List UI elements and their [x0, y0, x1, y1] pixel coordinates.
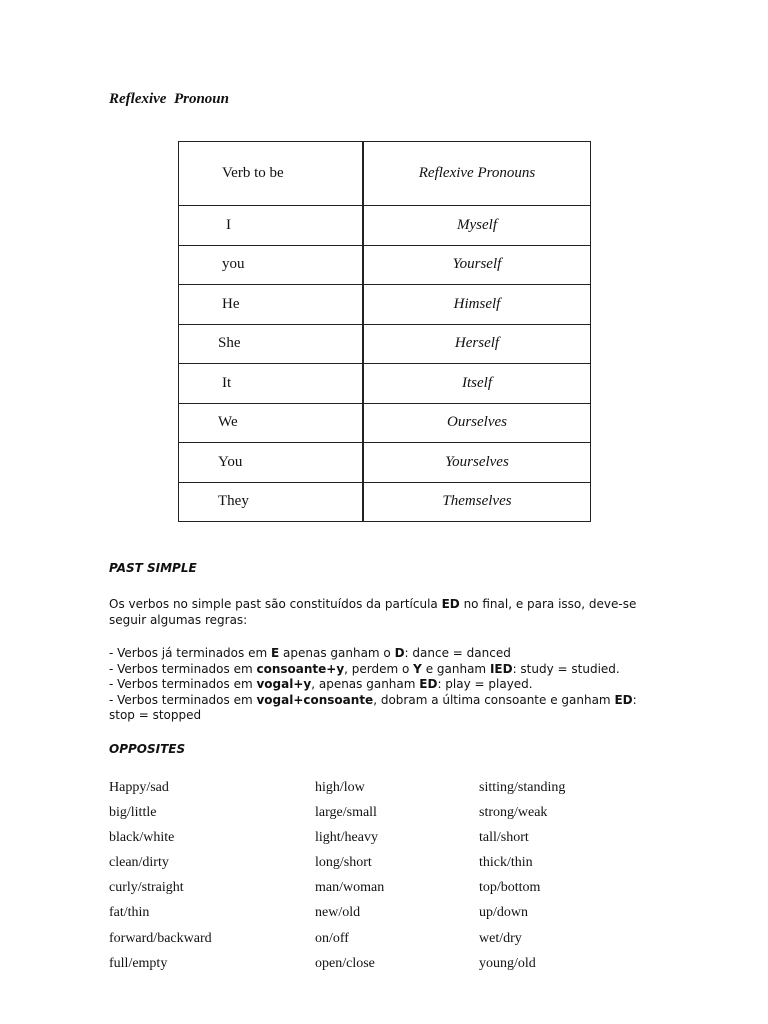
rule-text: : dance = danced [404, 646, 511, 660]
opposite-pair: clean/dirty [109, 855, 169, 871]
rule-item [109, 693, 657, 724]
pronoun-subject: They [218, 493, 249, 510]
opposite-pair: sitting/standing [479, 780, 566, 795]
opposites-column-3 [479, 778, 565, 979]
opposites-column-2 [315, 778, 384, 979]
rule-text: - Verbos já terminados em [109, 646, 271, 660]
pronoun-cell [179, 206, 364, 246]
rule-bold: consoante+y [256, 661, 345, 676]
opposite-pair: thick/thin [479, 855, 533, 871]
opposite-pair: long/short [315, 855, 372, 871]
rule-bold: vogal+y [256, 677, 312, 691]
opposite-pair: Happy/sad [109, 780, 169, 795]
table-row [179, 443, 591, 483]
opposite-pair: wet/dry [479, 930, 522, 946]
pronoun-cell [179, 285, 364, 325]
pronoun-subject: She [218, 335, 241, 352]
table-row [179, 206, 591, 246]
reflexive-cell [363, 403, 591, 443]
pronoun-reflexive: Yourselves [445, 453, 509, 470]
intro-text-start: Os verbos no simple past são constituídos da partícula [109, 597, 442, 611]
header-cell-verb [179, 142, 364, 206]
opposites-column-1 [109, 778, 212, 979]
reflexive-cell [363, 364, 591, 404]
opposite-pair: top/bottom [479, 880, 541, 896]
table-header-row [179, 142, 591, 206]
rule-text: e ganham [421, 661, 490, 676]
rule-bold: D [394, 646, 405, 660]
reflexive-cell [363, 206, 591, 246]
pronoun-cell [179, 245, 364, 285]
opposite-pair: young/old [479, 955, 536, 971]
pronoun-cell [179, 324, 364, 364]
rule-text: - Verbos terminados em [109, 661, 257, 676]
rule-text: : study = studied. [512, 661, 620, 676]
pronoun-reflexive: Herself [454, 335, 500, 352]
rule-text: , perdem o [344, 661, 414, 676]
table-row [179, 285, 591, 325]
reflexive-pronoun-title: Reflexive Pronoun [109, 91, 229, 107]
pronoun-cell [179, 443, 364, 483]
opposite-pair: black/white [109, 830, 175, 846]
pronoun-reflexive: Myself [457, 216, 497, 233]
pronoun-cell [179, 364, 364, 404]
header-reflexive-pronouns: Reflexive Pronouns [418, 165, 536, 181]
reflexive-cell [363, 245, 591, 285]
reflexive-cell [363, 324, 591, 364]
pronoun-subject: He [222, 295, 240, 312]
opposite-pair: light/heavy [315, 830, 378, 846]
reflexive-cell [363, 443, 591, 483]
rule-bold: IED [489, 661, 513, 676]
opposite-pair: up/down [479, 905, 528, 921]
table-row [179, 403, 591, 443]
opposite-pair: fat/thin [109, 905, 150, 921]
rule-bold: ED [614, 692, 633, 707]
reflexive-pronoun-table [178, 141, 591, 522]
rule-bold: ED [419, 677, 438, 691]
opposite-pair: full/empty [109, 955, 168, 971]
opposite-pair: new/old [315, 905, 361, 921]
rule-text: , apenas ganham [311, 677, 420, 691]
pronoun-subject: It [222, 374, 232, 391]
rule-text: - Verbos terminados em [109, 692, 257, 707]
rule-text: : stop = stopped [109, 692, 637, 722]
pronoun-reflexive: Yourself [452, 256, 502, 273]
pronoun-reflexive: Himself [453, 295, 501, 312]
reflexive-cell [363, 285, 591, 325]
opposite-pair: large/small [315, 805, 377, 821]
rule-bold: vogal+consoante [256, 692, 374, 707]
header-verb-to-be: Verb to be [222, 165, 284, 181]
pronoun-reflexive: Ourselves [447, 414, 507, 431]
opposite-pair: man/woman [315, 880, 385, 896]
rule-bold: E [270, 646, 280, 660]
intro-text-end: no final, e para isso, deve-se seguir algumas regras: [109, 597, 637, 627]
pronoun-subject: you [222, 256, 245, 273]
table-row [179, 482, 591, 522]
pronoun-cell [179, 403, 364, 443]
reflexive-cell [363, 482, 591, 522]
pronoun-subject: I [226, 216, 231, 233]
rule-item [109, 677, 657, 693]
header-cell-reflexive [363, 142, 591, 206]
opposite-pair: high/low [315, 780, 365, 795]
opposite-pair: open/close [315, 955, 375, 971]
rule-text: apenas ganham o [279, 646, 395, 660]
pronoun-cell [179, 482, 364, 522]
opposite-pair: curly/straight [109, 880, 184, 896]
opposite-pair: strong/weak [479, 805, 548, 821]
pronoun-reflexive: Themselves [442, 493, 512, 510]
intro-bold-ed: ED [441, 597, 460, 611]
rule-bold: Y [413, 661, 422, 676]
rule-item [109, 662, 657, 678]
table-row [179, 364, 591, 404]
past-simple-intro [109, 597, 657, 628]
pronoun-subject: You [218, 453, 243, 470]
rule-text: : play = played. [437, 677, 533, 691]
opposite-pair: tall/short [479, 830, 529, 846]
opposite-pair: forward/backward [109, 930, 212, 946]
rule-text: , dobram a última consoante e ganham [373, 692, 615, 707]
opposite-pair: big/little [109, 805, 157, 821]
rule-item [109, 646, 657, 662]
pronoun-reflexive: Itself [462, 374, 492, 391]
opposites-heading: OPPOSITES [109, 742, 186, 756]
past-simple-heading: PAST SIMPLE [109, 561, 197, 575]
opposite-pair: on/off [315, 930, 349, 946]
pronoun-subject: We [218, 414, 238, 431]
table-row [179, 324, 591, 364]
past-simple-rules [109, 646, 657, 724]
table-row [179, 245, 591, 285]
rule-text: - Verbos terminados em [109, 677, 257, 691]
